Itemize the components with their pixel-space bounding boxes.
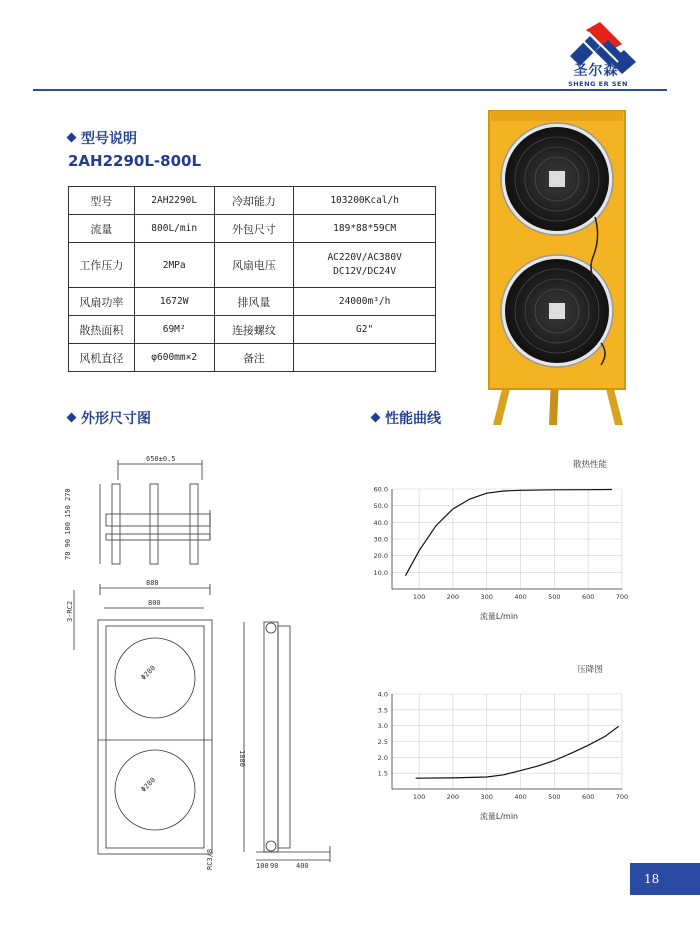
dim-left-stack: 70 90 100 150 270 xyxy=(64,488,72,560)
dimension-drawing xyxy=(60,450,350,870)
chart1-x-tick-label: 100 xyxy=(412,593,426,601)
header-divider xyxy=(33,89,667,91)
chart2-y-tick-label: 2.5 xyxy=(377,738,388,746)
product-photo xyxy=(483,107,633,425)
brand-name-en: SHENG ER SEN xyxy=(568,80,628,88)
chart1-x-tick-label: 500 xyxy=(548,593,561,601)
dims-section-title xyxy=(68,408,151,428)
model-section-label: 型号说明 xyxy=(81,131,137,147)
dim-fan-dia-2: Φ280 xyxy=(139,776,158,794)
chart2-title: 压降图 xyxy=(577,665,603,675)
table-cell: 2MPa xyxy=(134,243,214,288)
chart2-x-axis-label: 流量L/min xyxy=(479,812,519,821)
table-row xyxy=(69,316,436,344)
dim-bottom-1: 100 xyxy=(256,862,269,870)
table-cell: 备注 xyxy=(214,344,294,372)
table-cell: 24000m³/h xyxy=(294,288,436,316)
table-cell: 排风量 xyxy=(214,288,294,316)
chart2-x-tick-label: 400 xyxy=(514,793,527,801)
chart1-y-tick-label: 60.0 xyxy=(373,485,388,494)
chart1-x-tick-label: 700 xyxy=(615,593,629,601)
chart1-y-tick-label: 50.0 xyxy=(373,502,388,511)
table-cell: 冷却能力 xyxy=(214,187,294,215)
chart1-x-tick-label: 200 xyxy=(446,593,460,601)
table-cell: 69M² xyxy=(134,316,214,344)
table-cell: 工作压力 xyxy=(69,243,135,288)
chart1-x-tick-label: 400 xyxy=(514,593,527,601)
chart1-y-tick-label: 20.0 xyxy=(373,552,388,561)
dim-port: 3-RC2 xyxy=(66,600,74,622)
chart2-y-tick-label: 4.0 xyxy=(377,690,388,699)
dim-inner-width: 800 xyxy=(148,599,161,607)
brand-name-cn: 圣尔森 xyxy=(573,63,619,79)
chart2-x-tick-label: 300 xyxy=(480,793,493,801)
table-row xyxy=(69,344,436,372)
table-cell xyxy=(294,243,436,288)
dim-height: 1880 xyxy=(238,750,246,767)
chart2-y-tick-label: 3.0 xyxy=(377,722,388,731)
chart1-x-tick-label: 300 xyxy=(480,593,493,601)
dim-outer-width: 880 xyxy=(146,579,159,587)
page-number: 18 xyxy=(630,863,700,895)
heat-performance-chart xyxy=(360,455,650,635)
table-cell: G2" xyxy=(294,316,436,344)
dim-bottom-3: 400 xyxy=(296,862,309,870)
table-cell: 风扇电压 xyxy=(214,243,294,288)
chart2-x-tick-label: 100 xyxy=(412,793,426,801)
chart1-y-tick-label: 40.0 xyxy=(373,518,388,527)
table-cell: 189*88*59CM xyxy=(294,215,436,243)
chart2-y-tick-label: 1.5 xyxy=(377,769,388,778)
table-cell: 散热面积 xyxy=(69,316,135,344)
chart2-x-tick-label: 500 xyxy=(548,793,561,801)
table-cell: 1672W xyxy=(134,288,214,316)
chart1-y-tick-label: 30.0 xyxy=(373,535,388,544)
diamond-bullet-icon xyxy=(371,413,381,423)
dim-top-width: 650±0.5 xyxy=(146,455,176,463)
chart2-y-tick-label: 3.5 xyxy=(377,706,388,715)
table-cell: 流量 xyxy=(69,215,135,243)
diamond-bullet-icon xyxy=(67,133,77,143)
chart1-x-axis-label: 流量L/min xyxy=(479,612,519,621)
table-cell: 连接螺纹 xyxy=(214,316,294,344)
table-cell: 型号 xyxy=(69,187,135,215)
dim-drain: RC3/8 xyxy=(206,848,214,870)
table-cell: 外包尺寸 xyxy=(214,215,294,243)
spec-table xyxy=(68,186,436,372)
model-section-title xyxy=(68,128,137,148)
voltage-ac: AC220V/AC380V xyxy=(327,252,402,263)
table-cell: 800L/min xyxy=(134,215,214,243)
chart2-x-tick-label: 700 xyxy=(615,793,629,801)
perf-section-label: 性能曲线 xyxy=(385,411,441,427)
dim-bottom-2: 90 xyxy=(270,862,279,870)
chart1-y-tick-label: 10.0 xyxy=(373,568,388,577)
chart1-title: 散热性能 xyxy=(572,460,608,470)
chart1-x-tick-label: 600 xyxy=(581,593,595,601)
voltage-dc: DC12V/DC24V xyxy=(333,266,397,277)
chart1-series-line xyxy=(406,490,612,576)
perf-section-title xyxy=(372,408,441,428)
model-code: 2AH2290L-800L xyxy=(68,152,202,170)
chart2-x-tick-label: 200 xyxy=(446,793,460,801)
chart2-y-tick-label: 2.0 xyxy=(377,753,388,762)
table-row xyxy=(69,243,436,288)
diamond-bullet-icon xyxy=(67,413,77,423)
table-cell xyxy=(294,344,436,372)
pressure-drop-chart xyxy=(360,660,650,835)
table-row xyxy=(69,187,436,215)
table-cell: 风扇功率 xyxy=(69,288,135,316)
table-cell: 2AH2290L xyxy=(134,187,214,215)
dim-fan-dia-1: Φ280 xyxy=(139,664,158,682)
dims-section-label: 外形尺寸图 xyxy=(81,411,151,427)
table-cell: 103200Kcal/h xyxy=(294,187,436,215)
chart2-x-tick-label: 600 xyxy=(581,793,595,801)
table-row xyxy=(69,215,436,243)
table-cell: 风机直径 xyxy=(69,344,135,372)
table-cell: φ600mm×2 xyxy=(134,344,214,372)
table-row xyxy=(69,288,436,316)
